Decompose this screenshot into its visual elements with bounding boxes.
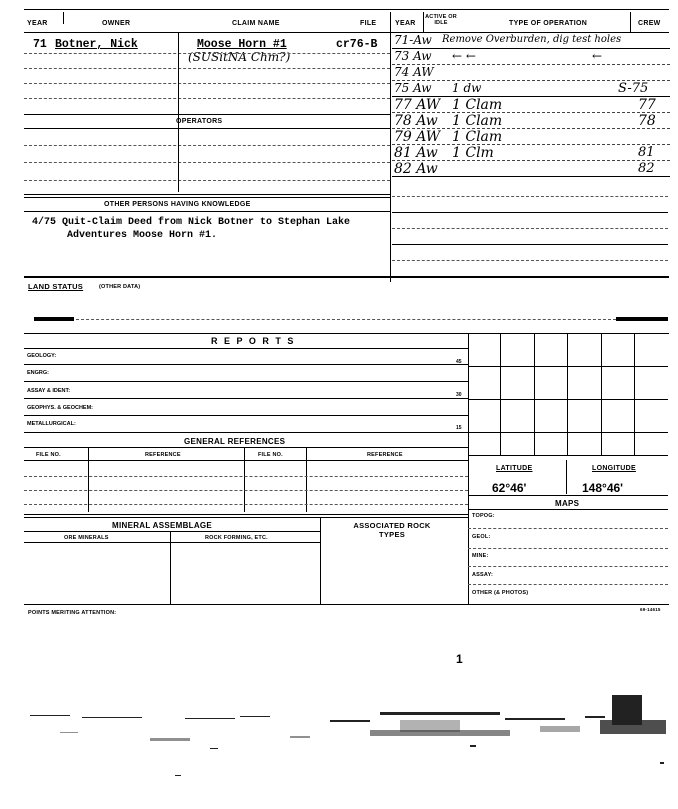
grid-v-4 (601, 333, 602, 455)
claim-year: 71 (33, 38, 47, 51)
grid-h-3 (468, 432, 668, 433)
maps-rule-3 (468, 566, 668, 567)
mineral-ore-minerals: ORE MINERALS (64, 535, 109, 541)
land-status-rule (76, 319, 616, 320)
ops-lower-rule-4 (392, 244, 668, 245)
operation-year: 82 Aw (394, 161, 438, 177)
operators-top-rule (24, 114, 390, 115)
operation-year: 74 AW (394, 65, 434, 79)
mineral-top-rule-a (24, 514, 468, 515)
ops-lower-rule-1 (392, 196, 668, 197)
left-column-divider (178, 32, 179, 192)
coords-divider (566, 460, 567, 494)
land-status-label: LAND STATUS (28, 282, 84, 291)
operation-row (392, 97, 670, 113)
mineral-col-div-2 (320, 518, 321, 604)
form-number: 69-14615 (640, 607, 661, 612)
report-assay: ASSAY & IDENT: (27, 388, 71, 394)
header-owner: OWNER (102, 20, 131, 27)
claim-file: cr76-B (336, 38, 378, 51)
grid-v-2 (534, 333, 535, 455)
location-grid (468, 333, 668, 455)
operation-type: 1 dw (452, 81, 482, 95)
operation-crew: S-75 (618, 81, 649, 96)
other-persons-rule (24, 211, 390, 212)
report-scale-45: 45 (456, 359, 462, 365)
general-refs-row-2 (24, 490, 468, 491)
maps-rule-2 (468, 548, 668, 549)
land-status-sub: (OTHER DATA) (99, 284, 141, 290)
operation-row (392, 81, 670, 97)
operation-year: 79 AW (394, 129, 441, 145)
operation-year: 77 AW (394, 97, 441, 113)
other-persons-label: OTHER PERSONS HAVING KNOWLEDGE (104, 201, 251, 208)
black-bar-right (616, 317, 668, 321)
grid-h-2 (468, 399, 668, 400)
reports-title-rule (24, 348, 468, 349)
operation-crew: 82 (638, 161, 655, 176)
maps-rule-1 (468, 528, 668, 529)
general-refs-col-div-1 (88, 448, 89, 512)
operators-rule-1 (24, 145, 390, 146)
operation-type: 1 Clam (452, 113, 503, 129)
grid-v-5 (634, 333, 635, 455)
operation-row (392, 113, 670, 129)
general-refs-col-ref-2: REFERENCE (367, 452, 403, 458)
claim-owner: Botner, Nick (55, 38, 138, 51)
operation-crew: 78 (638, 113, 656, 129)
operation-row (392, 33, 670, 49)
other-persons-line-1: 4/75 Quit-Claim Deed from Nick Botner to Stephan Lake (32, 217, 351, 228)
maps-title-rule (468, 509, 668, 510)
land-status-top-rule (24, 276, 669, 278)
maps-topog: TOPOG: (472, 513, 495, 519)
general-refs-row-3 (24, 504, 468, 505)
longitude-value: 148°46' (582, 481, 624, 495)
claim-name: Moose Horn #1 (197, 38, 287, 51)
grid-h-1 (468, 366, 668, 367)
ops-lower-rule-2 (392, 212, 668, 213)
mineral-bottom-rule (24, 604, 669, 605)
mineral-header-rule (24, 542, 320, 543)
mineral-associated: ASSOCIATED ROCK TYPES (353, 521, 431, 539)
operation-row (392, 49, 670, 65)
operation-type: 1 Clam (452, 129, 503, 145)
mineral-rock-forming: ROCK FORMING, ETC. (205, 535, 268, 541)
general-refs-col-div-3 (306, 448, 307, 512)
claim-rule-4 (24, 98, 390, 99)
operation-year: 73 Aw (394, 49, 432, 63)
general-refs-header-rule (24, 460, 468, 461)
general-refs-col-div-2 (244, 448, 245, 512)
header-year-2: YEAR (395, 20, 416, 27)
report-scale-15: 15 (456, 425, 462, 431)
report-geology: GEOLOGY: (27, 353, 57, 359)
operation-type: ← ← (452, 49, 476, 63)
ops-lower-rule-3 (392, 228, 668, 229)
coords-bottom-rule (468, 495, 668, 496)
section-rule-a (24, 194, 390, 195)
other-persons-line-2: Adventures Moose Horn #1. (67, 230, 218, 241)
header-type-of-operation: TYPE OF OPERATION (509, 20, 588, 27)
header-claim-name: CLAIM NAME (232, 20, 280, 27)
report-rule-1 (24, 364, 468, 365)
mineral-title: MINERAL ASSEMBLAGE (112, 521, 213, 530)
general-refs-col-file-2: FILE NO. (258, 452, 283, 458)
header-crew: CREW (638, 20, 661, 27)
general-refs-rule (24, 447, 468, 448)
operations-list (392, 33, 672, 183)
general-refs-col-file-1: FILE NO. (36, 452, 61, 458)
black-bar-left (34, 317, 74, 321)
operation-type: Remove Overburden, dig test holes (442, 34, 622, 45)
header-year: YEAR (27, 20, 48, 27)
maps-mine: MINE: (472, 553, 489, 559)
operation-row (392, 65, 670, 81)
operation-row (392, 129, 670, 145)
report-rule-5 (24, 432, 468, 433)
section-rule-b (24, 197, 390, 198)
operation-crew: ← (592, 49, 603, 63)
operation-year: 71-Aw (394, 33, 432, 47)
header-active-or-idle: ACTIVE OR IDLE (425, 14, 457, 26)
operators-rule-3 (24, 180, 390, 181)
operation-crew: 77 (638, 97, 656, 113)
maps-geol: GEOL: (472, 534, 491, 540)
operation-type: 1 Clm (452, 145, 494, 161)
operation-year: 78 Aw (394, 113, 438, 129)
maps-title: MAPS (555, 499, 580, 508)
claim-rule-2 (24, 68, 390, 69)
operation-year: 81 Aw (394, 145, 438, 161)
report-rule-3 (24, 398, 468, 399)
general-refs-title: GENERAL REFERENCES (184, 437, 286, 446)
operation-row (392, 161, 670, 177)
header-tick-4 (630, 12, 631, 32)
maps-rule-4 (468, 584, 668, 585)
top-border (24, 9, 669, 10)
grid-v-1 (500, 333, 501, 455)
mineral-title-rule (24, 531, 320, 532)
maps-other: OTHER (& PHOTOS) (472, 590, 529, 596)
operation-crew: 81 (638, 145, 655, 160)
operators-bottom-rule (24, 128, 390, 129)
grid-v-3 (567, 333, 568, 455)
scan-artifacts (0, 690, 678, 790)
page-mark: 1 (456, 652, 463, 666)
header-tick-2 (390, 12, 391, 32)
header-file: FILE (360, 20, 377, 27)
reports-title: R E P O R T S (211, 336, 296, 346)
operators-label: OPERATORS (176, 118, 223, 125)
mineral-col-div-1 (170, 532, 171, 604)
operation-row (392, 145, 670, 161)
longitude-label: LONGITUDE (592, 465, 636, 472)
operation-year: 75 Aw (394, 81, 432, 95)
claim-note: (SUSitNA Chm?) (188, 50, 291, 64)
report-engrg: ENGRG: (27, 370, 49, 376)
claim-rule-3 (24, 83, 390, 84)
maps-assay: ASSAY: (472, 572, 494, 578)
latitude-value: 62°46' (492, 481, 527, 495)
operation-type: 1 Clam (452, 97, 503, 113)
report-geophys: GEOPHYS. & GEOCHEM: (27, 405, 94, 411)
points-meriting-label: POINTS MERITING ATTENTION: (28, 610, 117, 616)
report-scale-30: 30 (456, 392, 462, 398)
operators-rule-2 (24, 162, 390, 163)
report-rule-4 (24, 415, 468, 416)
general-refs-row-1 (24, 476, 468, 477)
report-metallurgical: METALLURGICAL: (27, 421, 76, 427)
general-refs-col-ref-1: REFERENCE (145, 452, 181, 458)
latitude-label: LATITUDE (496, 465, 533, 472)
header-tick-1 (63, 12, 64, 24)
claim-rule-1 (24, 53, 390, 54)
report-rule-2 (24, 381, 468, 382)
header-tick-3 (423, 12, 424, 32)
location-grid-bottom (468, 455, 668, 456)
operations-left-border (390, 32, 391, 282)
mineral-top-rule-b (24, 517, 468, 518)
ops-lower-rule-5 (392, 260, 668, 261)
